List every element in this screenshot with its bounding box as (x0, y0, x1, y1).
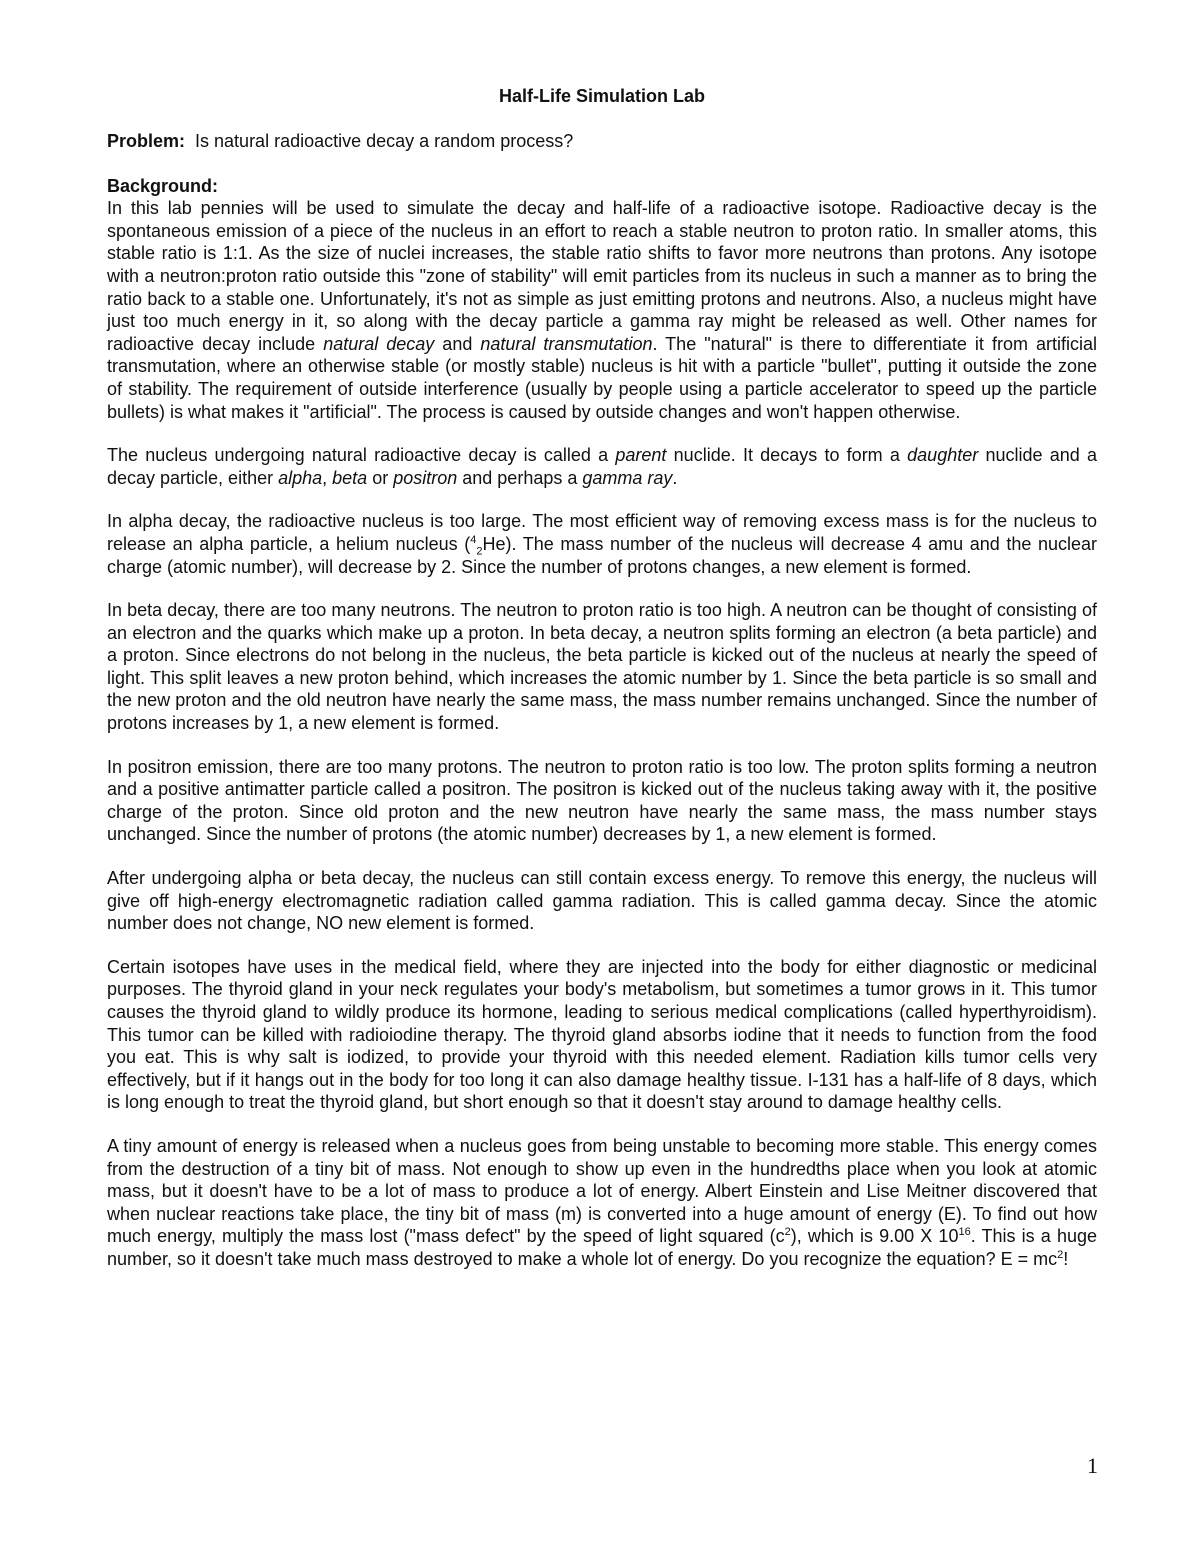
paragraph-medical-isotopes: Certain isotopes have uses in the medical field, where they are injected into the body for either diagnostic or medicinal purposes. The thyroid gland in your neck regulates your body's metabolism, but sometimes a tumor grows in it. This tumor causes the thyroid gland to wildly produce its hormone, leading to serious medical complications (called hyperthyroidism). This tumor can be killed with radioiodine therapy. The thyroid gland absorbs iodine that it needs to function from the food you eat. This is why salt is iodized, to provide your thyroid with this needed element. Radiation kills tumor cells very effectively, but if it hangs out in the body for too long it can also damage healthy tissue. I-131 has a half-life of 8 days, which is long enough to treat the thyroid gland, but short enough so that it doesn't stay around to damage healthy cells. (107, 956, 1097, 1113)
equation-exponent: 2 (1057, 1248, 1064, 1261)
p2-text-e: or (367, 467, 394, 488)
document-title: Half-Life Simulation Lab (498, 86, 705, 106)
p8-text-c: . This is a huge number, so it doesn't take much mass destroyed to make a whole lot of energy. Do you recognize the equation? E = mc (107, 1226, 1097, 1269)
helium-atomic-number: 2 (476, 545, 483, 558)
p2-text-a: The nucleus undergoing natural radioactive decay is called a (107, 445, 616, 466)
paragraph-gamma-decay: After undergoing alpha or beta decay, the nucleus can still contain excess energy. To remove this energy, the nucleus will give off high-energy electromagnetic radiation called gamma radiation. This is called gamma decay. Since the atomic number does not change, NO new element is formed. (107, 868, 1097, 934)
p1-emphasis-natural-transmutation: natural transmutation (480, 333, 653, 354)
p1-text-a: In this lab pennies will be used to simulate the decay and half-life of a radioactive isotope. Radioactive decay is the spontaneous emission of a piece of the nucleus in an effort to reach a stable neutron to proton ratio. In smaller atoms, this stable ratio is 1:1. As the size of nuclei increases, the stable ratio shifts to favor more neutrons than protons. Any isotope with a neutron:proton ratio outside this "zone of stability" will emit particles from its nucleus in such a manner as to bring the ratio back to a stable one. Unfortunately, it's not as simple as just emitting protons and neutrons. Also, a nucleus might have just too much energy in it, so along with the decay particle a gamma ray might be released as well. Other names for radioactive decay include (107, 198, 1097, 354)
paragraph-beta-decay: In beta decay, there are too many neutrons. The neutron to proton ratio is too high. A neutron can be thought of consisting of an electron and the quarks which make up a proton. In beta decay, a neutron splits forming an electron (a beta particle) and a proton. Since electrons do not belong in the nucleus, the beta particle is kicked out of the nucleus at nearly the speed of light. This split leaves a new proton behind, which increases the atomic number by 1. Since the beta particle is so small and the new proton and the old neutron have nearly the same mass, the mass number remains unchanged. Since the number of protons increases by 1, a new element is formed. (107, 600, 1097, 734)
p2-emphasis-alpha: alpha (278, 467, 323, 488)
p1-text-c: . The "natural" is there to differentiate it from artificial transmutation, where an otherwise stable (or mostly stable) nucleus is hit with a particle "bullet", putting it outside the zone of stability. The requirement of outside interference (usually by people using a particle accelerator to speed up the particle bullets) is what makes it "artificial". The process is caused by outside changes and won't happen otherwise. (107, 333, 1097, 422)
p1-text-b: and (434, 333, 481, 354)
problem-label: Problem: (107, 131, 186, 151)
power-of-ten-exponent: 16 (958, 1226, 971, 1239)
p2-text-g: . (672, 467, 678, 488)
p2-text-d: , (322, 467, 333, 488)
p2-text-c: nuclide and a decay particle, either (107, 445, 1097, 488)
p2-emphasis-positron: positron (393, 467, 458, 488)
p1-emphasis-natural-decay: natural decay (323, 333, 435, 354)
paragraph-radioactive-decay (107, 197, 1097, 423)
problem-text: Is natural radioactive decay a random process? (195, 131, 574, 151)
page-number: 1 (1087, 1453, 1098, 1478)
p2-emphasis-parent: parent (615, 445, 667, 466)
document-page (107, 84, 1097, 1292)
p3-text-a: In alpha decay, the radioactive nucleus is too large. The most efficient way of removing excess mass is for the nucleus to release an alpha particle, a helium nucleus ( (107, 511, 1097, 554)
helium-mass-number: 4 (470, 533, 477, 546)
paragraph-positron-emission: In positron emission, there are too many protons. The neutron to proton ratio is too low. The proton splits forming a neutron and a positive antimatter particle called a positron. The positron is kicked out of the nucleus taking away with it, the positive charge of the proton. Since old proton and the new neutron have nearly the same mass, the mass number stays unchanged. Since the number of protons (the atomic number) decreases by 1, a new element is formed. (107, 756, 1097, 845)
p8-text-a: A tiny amount of energy is released when a nucleus goes from being unstable to becoming more stable. This energy comes from the destruction of a tiny bit of mass. Not enough to show up even in the hundredths place when you look at atomic mass, but it doesn't have to be a lot of mass to produce a lot of energy. Albert Einstein and Lise Meitner discovered that when nuclear reactions take place, the tiny bit of mass (m) is converted into a huge amount of energy (E). To find out how much energy, multiply the mass lost ("mass defect" by the speed of light squared (c (107, 1135, 1097, 1247)
p2-text-f: and perhaps a (457, 467, 583, 488)
background-heading: Background: (107, 175, 219, 196)
p2-emphasis-beta: beta (332, 467, 368, 488)
problem-statement (107, 130, 1097, 153)
p8-text-d: ! (1063, 1248, 1069, 1269)
p3-text-b: ). The mass number of the nucleus will decrease 4 amu and the nuclear charge (atomic number), will decrease by 2. Since the number of protons changes, a new element is formed. (107, 533, 1097, 577)
p2-emphasis-daughter: daughter (907, 445, 979, 466)
p8-text-b: ), which is 9.00 X 10 (790, 1226, 959, 1247)
paragraph-parent-nuclide (107, 444, 1097, 489)
paragraph-mass-energy (107, 1135, 1097, 1271)
helium-symbol: He (482, 533, 506, 554)
p2-text-b: nuclide. It decays to form a (666, 445, 908, 466)
c-squared-exponent: 2 (784, 1226, 791, 1239)
paragraph-alpha-decay (107, 510, 1097, 578)
p2-emphasis-gamma-ray: gamma ray (582, 467, 673, 488)
